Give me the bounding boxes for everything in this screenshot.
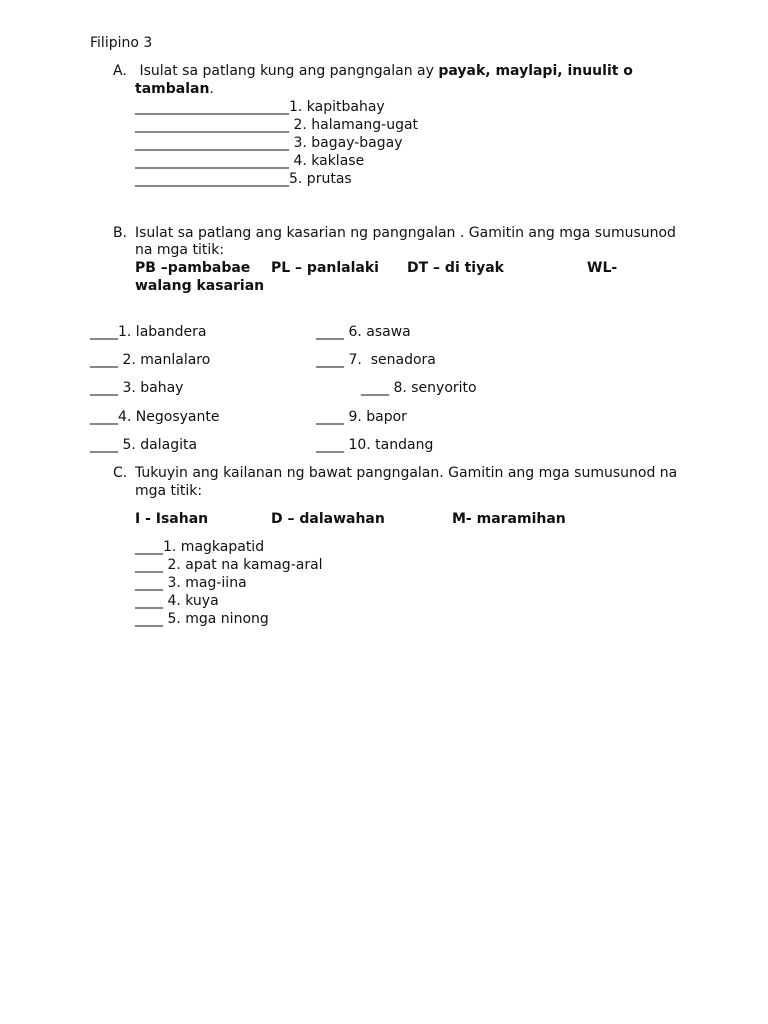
section-a-instruction-line2 bbox=[135, 80, 214, 98]
list-item[interactable]: ______________________ 3. bagay-bagay bbox=[135, 135, 403, 151]
list-item[interactable]: ____1. labandera bbox=[90, 324, 207, 340]
section-c-instruction-line2: mga titik: bbox=[135, 483, 203, 499]
section-b-instruction-line2: na mga titik: bbox=[135, 242, 225, 258]
legend-pl: PL – panlalaki bbox=[271, 260, 379, 276]
list-item[interactable]: ____ 2. apat na kamag-aral bbox=[135, 557, 323, 573]
list-item[interactable]: ____ 2. manlalaro bbox=[90, 352, 211, 368]
section-a-instruction-bold2: tambalan bbox=[135, 81, 210, 97]
list-item[interactable]: ____ 9. bapor bbox=[316, 409, 407, 425]
legend-wl: WL- bbox=[587, 260, 618, 276]
list-item[interactable]: ______________________ 4. kaklase bbox=[135, 153, 365, 169]
list-item[interactable]: ____ 5. mga ninong bbox=[135, 611, 269, 627]
list-item[interactable]: ____ 6. asawa bbox=[316, 324, 411, 340]
section-a-instruction-bold: payak, maylapi, inuulit o bbox=[438, 63, 633, 79]
list-item[interactable]: ____ 7. senadora bbox=[316, 352, 436, 368]
section-b-letter: B. bbox=[113, 225, 128, 241]
list-item[interactable]: ____ 3. bahay bbox=[90, 380, 184, 396]
list-item[interactable]: ____1. magkapatid bbox=[135, 539, 265, 555]
section-c-instruction: Tukuyin ang kailanan ng bawat pangngalan. Gamitin ang mga sumusunod na bbox=[135, 465, 678, 481]
legend-m: M- maramihan bbox=[452, 511, 566, 527]
section-a-instruction-end: . bbox=[209, 81, 214, 97]
list-item[interactable]: ______________________ 2. halamang-ugat bbox=[135, 117, 419, 133]
legend-pb: PB –pambabae bbox=[135, 260, 251, 276]
list-item[interactable]: ____ 5. dalagita bbox=[90, 437, 198, 453]
list-item[interactable]: ______________________1. kapitbahay bbox=[135, 99, 385, 115]
list-item[interactable]: ____ 8. senyorito bbox=[361, 380, 477, 396]
legend-dt: DT – di tiyak bbox=[407, 260, 504, 276]
list-item[interactable]: ____4. Negosyante bbox=[90, 409, 220, 425]
section-a-instruction-text: Isulat sa patlang kung ang pangngalan ay bbox=[135, 63, 439, 79]
section-b-instruction: Isulat sa patlang ang kasarian ng pangngalan . Gamitin ang mga sumusunod bbox=[135, 225, 676, 241]
list-item[interactable]: ______________________5. prutas bbox=[135, 171, 352, 187]
legend-d: D – dalawahan bbox=[271, 511, 385, 527]
list-item[interactable]: ____ 3. mag-iina bbox=[135, 575, 247, 591]
list-item[interactable]: ____ 10. tandang bbox=[316, 437, 434, 453]
section-a-letter: A. bbox=[113, 63, 127, 79]
legend-i: I - Isahan bbox=[135, 511, 209, 527]
section-c-letter: C. bbox=[113, 465, 128, 481]
section-a-instruction bbox=[135, 62, 633, 80]
list-item[interactable]: ____ 4. kuya bbox=[135, 593, 219, 609]
legend-wl-continued: walang kasarian bbox=[135, 278, 265, 294]
page-subject: Filipino 3 bbox=[90, 35, 153, 51]
